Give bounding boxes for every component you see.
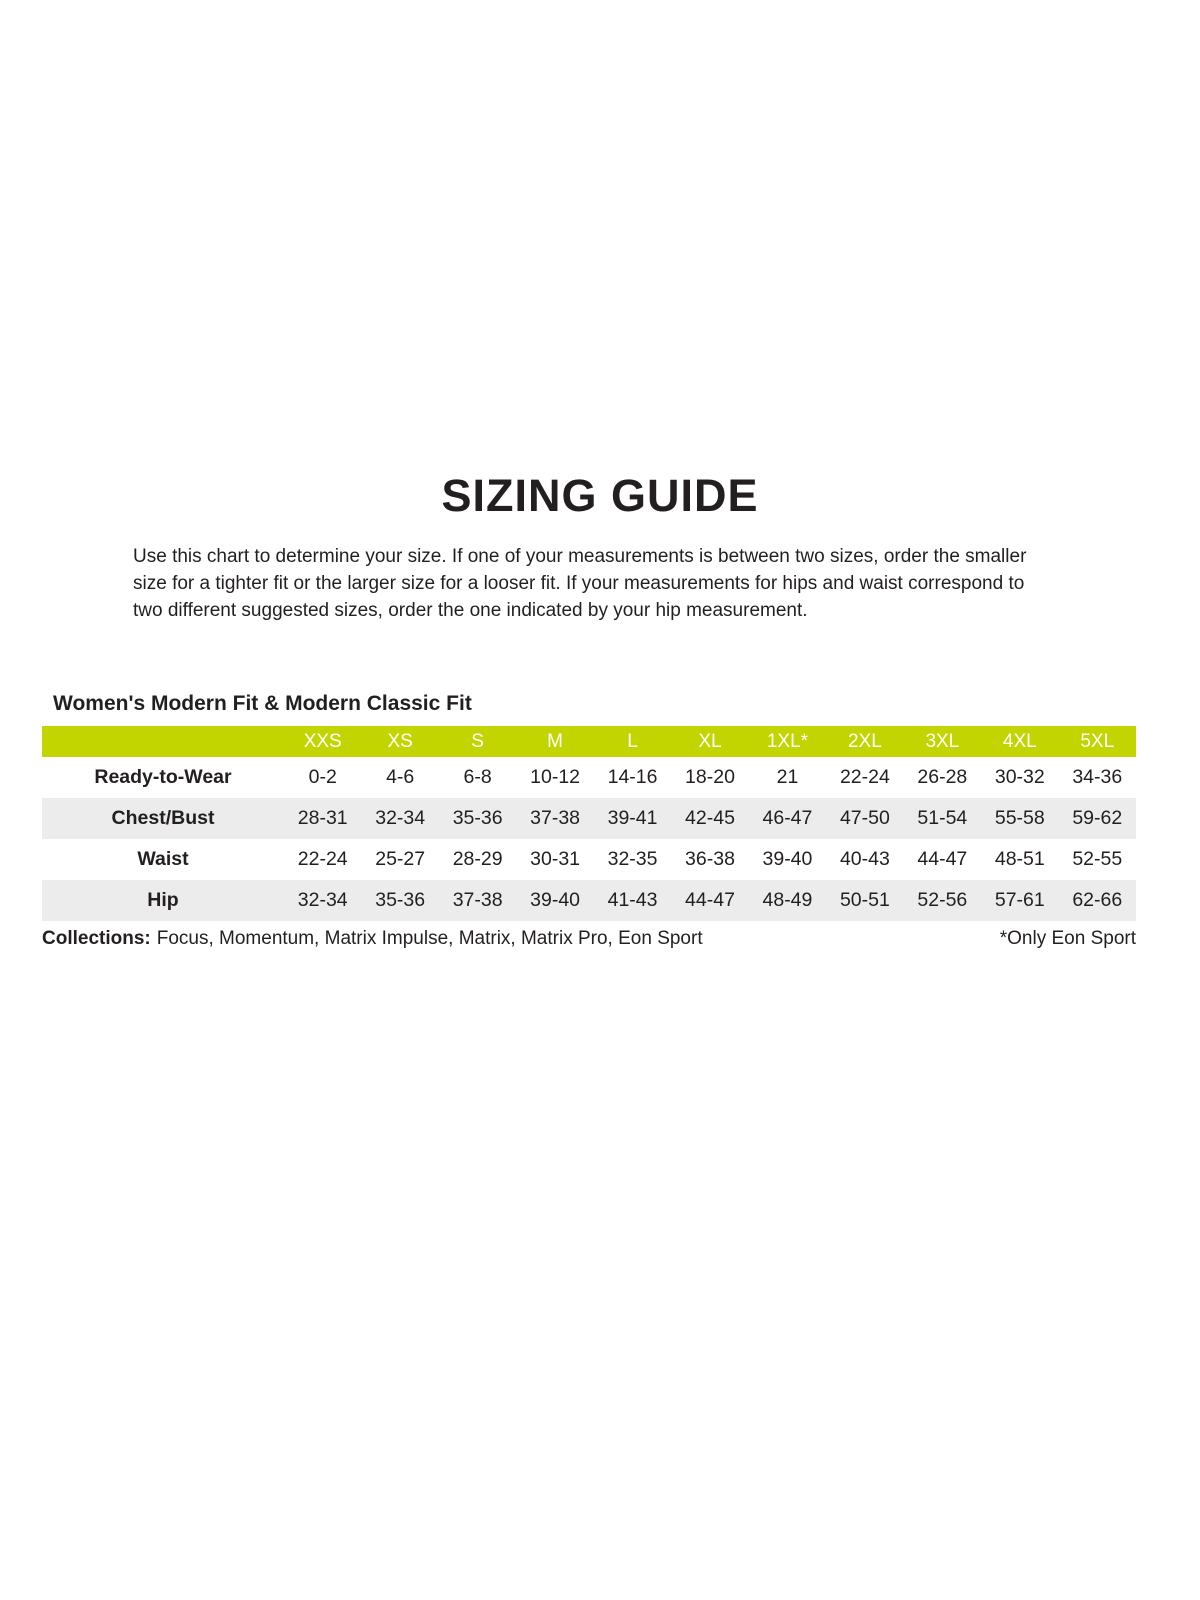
table-cell: 47-50 — [839, 807, 890, 829]
table-cell: 48-49 — [762, 889, 813, 911]
table-cell: 35-36 — [452, 807, 503, 829]
table-cell: 18-20 — [685, 766, 735, 788]
table-cell: 36-38 — [685, 848, 735, 870]
row-label: Chest/Bust — [111, 807, 215, 829]
table-cell: 14-16 — [607, 766, 658, 788]
table-cell: 57-61 — [994, 889, 1045, 911]
column-header-xs: XS — [387, 730, 413, 752]
table-cell: 4-6 — [386, 766, 415, 788]
table-cell: 46-47 — [762, 807, 813, 829]
table-footer — [42, 928, 1136, 950]
table-cell: 6-8 — [463, 766, 492, 788]
table-cell: 25-27 — [375, 848, 426, 870]
section-heading: Women's Modern Fit & Modern Classic Fit — [53, 692, 472, 715]
table-cell: 28-31 — [297, 807, 348, 829]
table-cell: 39-40 — [762, 848, 813, 870]
table-cell: 22-24 — [297, 848, 348, 870]
column-header-xxs: XXS — [303, 730, 342, 752]
table-cell: 10-12 — [530, 766, 581, 788]
table-cell: 51-54 — [917, 807, 968, 829]
table-cell: 42-45 — [685, 807, 735, 829]
table-row-ready-to-wear — [42, 757, 1136, 798]
column-header-empty — [42, 726, 284, 757]
table-cell: 48-51 — [994, 848, 1045, 870]
table-cell: 41-43 — [607, 889, 658, 911]
table-cell: 26-28 — [917, 766, 968, 788]
table-cell: 22-24 — [839, 766, 890, 788]
page-title: SIZING GUIDE — [441, 470, 759, 521]
table-cell: 32-34 — [297, 889, 348, 911]
column-header-s: S — [471, 730, 484, 752]
table-cell: 40-43 — [839, 848, 890, 870]
column-header-1xl: 1XL* — [766, 730, 809, 752]
table-cell: 62-66 — [1072, 889, 1123, 911]
table-cell: 28-29 — [452, 848, 503, 870]
table-cell: 59-62 — [1072, 807, 1123, 829]
table-cell: 35-36 — [375, 889, 426, 911]
table-cell: 21 — [776, 766, 799, 788]
table-cell: 34-36 — [1072, 766, 1123, 788]
row-label: Hip — [147, 889, 179, 911]
table-cell: 39-40 — [530, 889, 581, 911]
table-cell: 37-38 — [530, 807, 581, 829]
collections-label: Collections: — [42, 928, 151, 949]
column-header-m: M — [547, 730, 563, 752]
column-header-3xl: 3XL — [925, 730, 960, 752]
table-row-hip — [42, 880, 1136, 921]
table-cell: 37-38 — [452, 889, 503, 911]
size-table — [42, 726, 1136, 921]
table-row-chest-bust — [42, 798, 1136, 839]
table-cell: 55-58 — [994, 807, 1045, 829]
column-header-xl: XL — [698, 730, 722, 752]
column-header-5xl: 5XL — [1080, 730, 1115, 752]
table-cell: 30-32 — [994, 766, 1045, 788]
table-cell: 0-2 — [308, 766, 337, 788]
intro-paragraph: Use this chart to determine your size. If one of your measurements is between two sizes, order the smaller size for a tighter fit or the larger size for a looser fit. If your measurements for hips and waist correspond to two different suggested sizes, order the one indicated by your hip measurement. — [133, 546, 1027, 621]
table-header-row — [42, 726, 1136, 757]
table-row-waist — [42, 839, 1136, 880]
table-cell: 32-34 — [375, 807, 426, 829]
table-cell: 30-31 — [530, 848, 581, 870]
column-header-4xl: 4XL — [1002, 730, 1037, 752]
table-cell: 32-35 — [607, 848, 658, 870]
table-cell: 50-51 — [839, 889, 890, 911]
column-header-l: L — [627, 730, 638, 752]
table-cell: 52-55 — [1072, 848, 1123, 870]
table-cell: 39-41 — [607, 807, 658, 829]
footnote-only-eon-sport: *Only Eon Sport — [999, 928, 1136, 949]
table-cell: 52-56 — [917, 889, 968, 911]
column-header-2xl: 2XL — [847, 730, 882, 752]
table-cell: 44-47 — [685, 889, 735, 911]
collections-list: Focus, Momentum, Matrix Impulse, Matrix, Matrix Pro, Eon Sport — [156, 928, 703, 949]
collections-note — [42, 928, 703, 950]
row-label: Waist — [137, 848, 189, 870]
table-cell: 44-47 — [917, 848, 968, 870]
row-label: Ready-to-Wear — [94, 766, 232, 788]
